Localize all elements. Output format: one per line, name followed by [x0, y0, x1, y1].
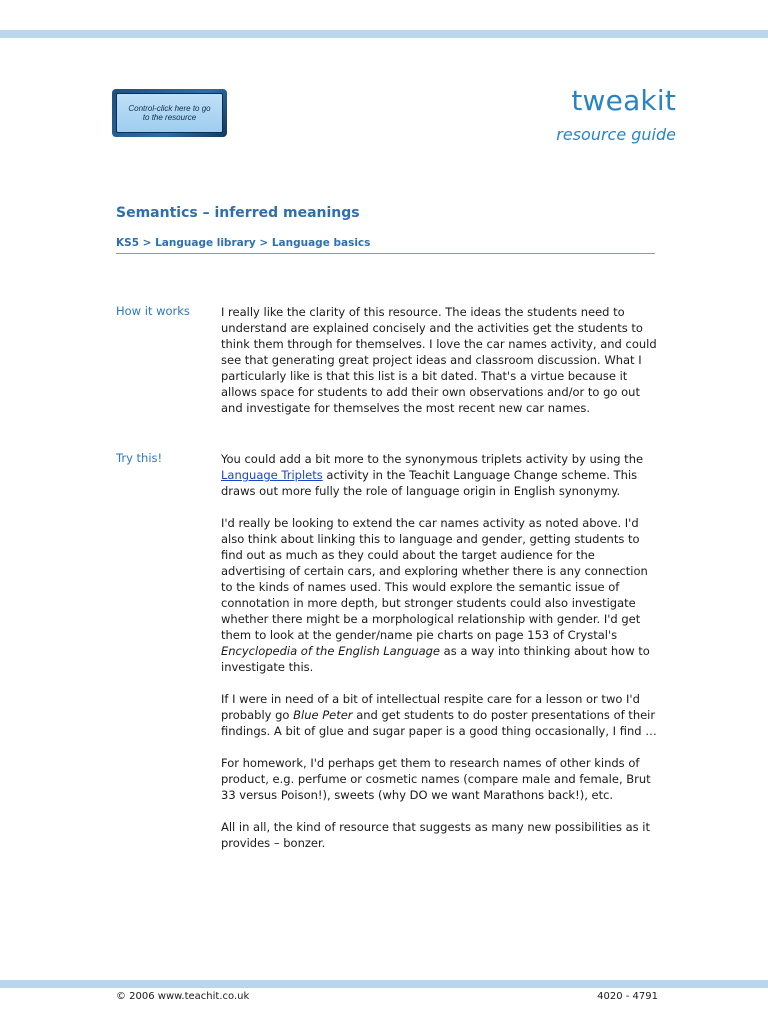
- go-to-resource-label: Control-click here to go to the resource: [116, 93, 223, 133]
- title-divider: [116, 253, 655, 254]
- try-this-paragraph-5: All in all, the kind of resource that suggests as many new possibilities as it provides – bonzer.: [221, 820, 651, 850]
- brand-subtitle: resource guide: [556, 125, 676, 144]
- breadcrumb: KS5 > Language library > Language basics: [116, 237, 371, 249]
- try-this-paragraph-4: For homework, I'd perhaps get them to research names of other kinds of product, e.g. perfume or cosmetic names (compare male and female, Brut 33 versus Poison!), sweets (why DO we want Marathons back!), etc.: [221, 756, 651, 802]
- try-this-paragraph-3: If I were in need of a bit of intellectual respite care for a lesson or two I'd probably go Blue Peter and get students to do poster presentations of their findings. A bit of glue and sugar paper is a good thing occasionally, I find …: [221, 692, 657, 738]
- section-body-try-this: [221, 451, 661, 851]
- brand-title: tweakit: [571, 84, 676, 117]
- footer-copyright: © 2006 www.teachit.co.uk: [116, 991, 250, 1002]
- go-to-resource-button[interactable]: [112, 89, 227, 137]
- footer-code: 4020 - 4791: [597, 991, 658, 1002]
- brand: [556, 84, 676, 146]
- try-this-paragraph-2: I'd really be looking to extend the car names activity as noted above. I'd also think about linking this to language and gender, getting students to find out as much as they could about the target audience for the advertising of certain cars, and exploring whether there is any connection to the kinds of names used. This would explore the semantic issue of connotation in more depth, but stronger students could also investigate whether there might be a morphological relationship with gender. I'd get them to look at the gender/name pie charts on page 153 of Crystal's Encyclopedia of the English Language as a way into thinking about how to investigate this.: [221, 516, 650, 674]
- top-band: [0, 30, 768, 38]
- try-this-paragraph-1: You could add a bit more to the synonymous triplets activity by using the Language Triplets activity in the Teachit Language Change scheme. This draws out more fully the role of language origin in English synonymy.: [221, 452, 644, 498]
- language-triplets-link[interactable]: Language Triplets: [221, 468, 323, 482]
- section-body-how-it-works: [221, 304, 661, 416]
- page-title: Semantics – inferred meanings: [116, 205, 360, 221]
- section-label-how-it-works: How it works: [116, 304, 190, 318]
- how-it-works-paragraph: I really like the clarity of this resource. The ideas the students need to understand are explained concisely and the activities get the students to think them through for themselves. I love the car names activity, and could see that generating great project ideas and classroom discussion. What I particularly like is that this list is a bit dated. That's a virtue because it allows space for students to add their own observations and/or to go out and investigate for themselves the most recent new car names.: [221, 305, 657, 415]
- section-label-try-this: Try this!: [116, 451, 163, 465]
- bottom-band: [0, 980, 768, 988]
